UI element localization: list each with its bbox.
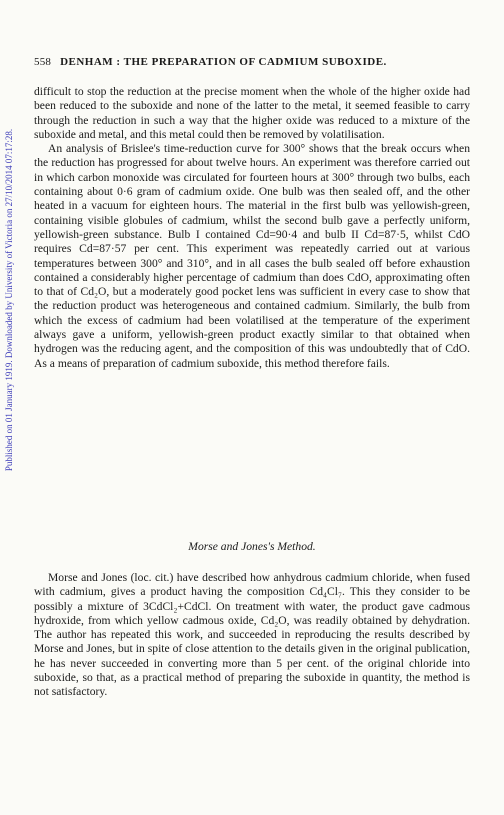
- page-number: 558: [34, 56, 52, 68]
- main-text: [34, 85, 470, 371]
- download-margin-note-text: Published on 01 January 1919. Downloaded by University of Victoria on 27/10/2014 07:17:28.: [4, 128, 14, 472]
- download-margin-note: [3, 40, 15, 560]
- section-text: [34, 571, 470, 700]
- paragraph: difficult to stop the reduction at the precise moment when the whole of the higher oxide had been reduced to the suboxide and none of the latter to the metal, it seemed feasible to carry through the reduction in such a way that the higher oxide was reduced to a mixture of the suboxide and metal, and this metal could then be removed by volatilisation.: [34, 85, 470, 141]
- section-heading: Morse and Jones's Method.: [188, 540, 316, 553]
- paragraph: Morse and Jones (loc. cit.) have described how anhydrous cadmium chloride, when fused with cadmium, gives a product having the composition Cd₄Cl₇. This they consider to be possibly a mixture of 3CdCl₂+CdCl. On treatment with water, the product gave cadmous hydroxide, from which yellow cadmous oxide, Cd₂O, was readily obtained by dehydration. The author has repeated this work, and succeeded in reproducing the results described by Morse and Jones, but in spite of close attention to the details given in the original publication, he has never succeeded in converting more than 5 per cent. of the original chloride into suboxide, so that, as a practical method of preparing the suboxide in quantity, the method is not satisfactory.: [34, 571, 470, 699]
- paragraph: An analysis of Brislee's time-reduction curve for 300° shows that the break occurs when the reduction has progressed for about twelve hours. An experiment was therefore carried out in which carbon monoxide was circulated for fourteen hours at 300° through two bulbs, each containing about 0·6 gram of cadmium oxide. One bulb was then sealed off, and the other heated in a vacuum for eighteen hours. The material in the first bulb was yellowish-green, containing visible globules of cadmium, whilst the second bulb gave a perfectly uniform, yellowish-green substance. Bulb I contained Cd=90·4 and bulb II Cd=87·5, whilst CdO requires Cd=87·57 per cent. This experiment was repeatedly carried out at various temperatures between 300° and 310°, and in all cases the bulb sealed off before exhaustion contained a considerably higher percentage of cadmium than does CdO, approximating often to that of Cd₂O, but a moderately good pocket lens was sufficient in every case to show that the reduction product was heterogeneous and contained cadmium. Similarly, the bulb from which the excess of cadmium had been volatilised at the temperature of the experiment always gave a uniform, yellowish-green product exactly similar to that obtained when hydrogen was the reducing agent, and the composition of this was undoubtedly that of CdO. As a means of preparation of cadmium suboxide, this method therefore fails.: [34, 142, 470, 370]
- page-header: [34, 56, 470, 68]
- running-title: DENHAM : THE PREPARATION OF CADMIUM SUBOXIDE.: [60, 56, 387, 68]
